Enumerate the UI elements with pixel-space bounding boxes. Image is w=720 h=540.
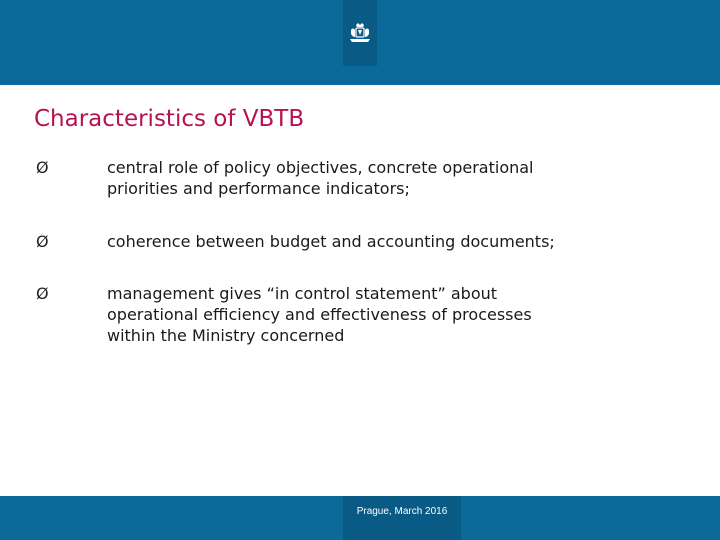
slide-title: Characteristics of VBTB: [34, 106, 305, 132]
crest-icon-graphic: [348, 22, 372, 44]
bullet-text: [107, 231, 647, 252]
bullet-arrow-icon: Ø: [36, 158, 49, 177]
bullet-line: central role of policy objectives, concrete operational: [107, 158, 534, 177]
bullet-line: within the Ministry concerned: [107, 326, 345, 345]
bullet-arrow-icon: Ø: [36, 232, 49, 251]
bullet-line: operational efficiency and effectiveness of processes: [107, 305, 532, 324]
header-band: [0, 0, 720, 85]
bullet-arrow-icon: Ø: [36, 284, 49, 303]
bullet-text: [107, 157, 647, 199]
footer-text: Prague, March 2016: [356, 506, 448, 517]
crest-icon: [343, 0, 377, 66]
bullet-text: [107, 283, 647, 346]
footer-stripe: [343, 496, 461, 540]
bullet-line: priorities and performance indicators;: [107, 179, 410, 198]
bullet-line: management gives “in control statement” about: [107, 284, 498, 303]
bullet-line: coherence between budget and accounting documents;: [107, 232, 555, 251]
